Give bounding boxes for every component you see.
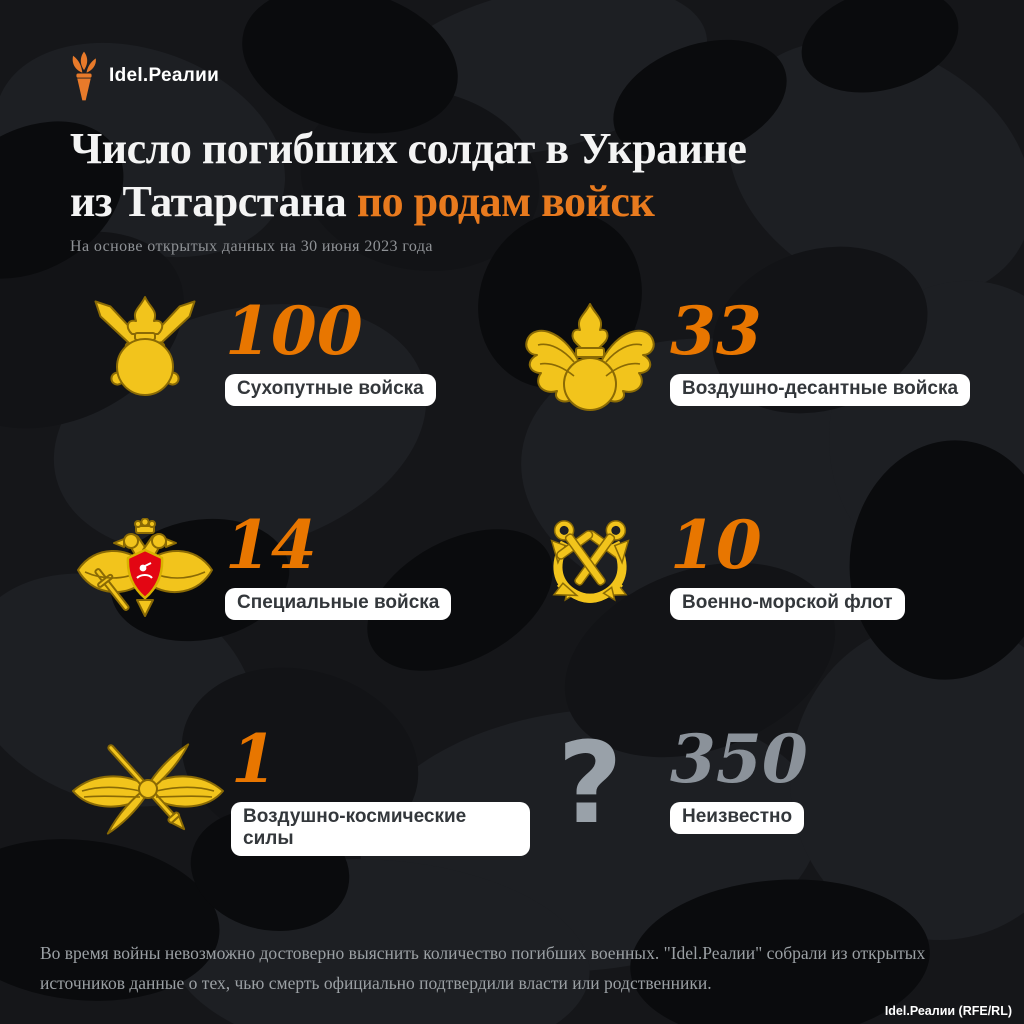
- stat-aerospace-forces: [70, 716, 530, 856]
- stat-value: 350: [670, 720, 808, 798]
- title-line2-white: из Татарстана: [70, 177, 347, 226]
- stat-label: Сухопутные войска: [225, 374, 436, 406]
- navy-icon: [515, 502, 665, 637]
- stat-value: 100: [225, 292, 363, 370]
- ground-forces-icon: [70, 288, 220, 423]
- stat-label: Специальные войска: [225, 588, 451, 620]
- stat-unknown: [515, 716, 975, 851]
- stat-value: 14: [225, 506, 317, 584]
- stat-label: Воздушно-десантные войска: [670, 374, 970, 406]
- stat-ground-forces: [70, 288, 530, 423]
- stat-special-troops: [70, 502, 530, 637]
- page-title: [70, 122, 746, 228]
- credit: Idel.Реалии (RFE/RL): [884, 1004, 1012, 1018]
- stat-value: 10: [670, 506, 762, 584]
- stat-value: 33: [670, 292, 762, 370]
- special-troops-icon: [70, 502, 220, 637]
- airborne-troops-icon: [515, 288, 665, 423]
- title-line2-accent: по родам войск: [356, 177, 655, 226]
- stat-label: Неизвестно: [670, 802, 804, 834]
- question-mark-icon: ?: [557, 718, 623, 849]
- subtitle: На основе открытых данных на 30 июня 2023 года: [70, 238, 433, 255]
- stat-value: 1: [231, 720, 277, 798]
- aerospace-forces-icon: [70, 716, 226, 851]
- title-line1: Число погибших солдат в Украине: [70, 124, 747, 173]
- stat-label: Воздушно-космические силы: [231, 802, 530, 856]
- stat-navy: [515, 502, 975, 637]
- stat-label: Военно-морской флот: [670, 588, 905, 620]
- torch-logo-icon: [68, 48, 100, 104]
- logo: [68, 48, 219, 104]
- logo-text: Idel.Реалии: [109, 65, 220, 86]
- footer-note: Во время войны невозможно достоверно выяснить количество погибших военных. "Idel.Реалии" собрали из открытых источников данные о тех, чью смерть официально подтвердили власти или родственники.: [40, 943, 926, 993]
- stat-airborne-troops: [515, 288, 975, 423]
